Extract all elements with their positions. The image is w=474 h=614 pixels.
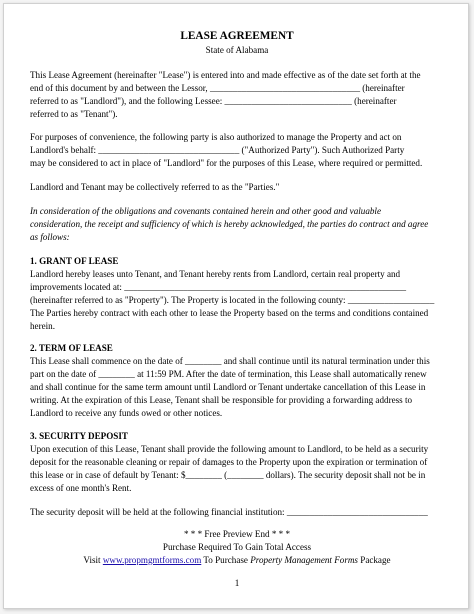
section-line: and shall continue for the same term amount until Landlord or Tenant undertake cancellation of this Lease in	[30, 382, 426, 392]
section-line: Landlord hereby leases unto Tenant, and Tenant hereby rents from Landlord, certain real property and	[30, 269, 401, 279]
section-line: The security deposit will be held at the following financial institution: _______________________________	[30, 507, 428, 517]
section-line: The Parties hereby contract with each other to lease the Property based on the terms and conditions contained	[30, 308, 429, 318]
section-line: deposit for the reasonable cleaning or repair of damages to the Property upon the expiration or termination of	[30, 457, 428, 467]
convenience-line: Landlord's behalf: _______________________________ ("Authorized Party"). Such Authorized Party	[30, 145, 405, 155]
to-purchase-text: To Purchase	[201, 555, 251, 565]
section-line: Landlord to receive any funds owed or other notices.	[30, 408, 223, 418]
section-line: This Lease shall commence on the date of ________ and shall continue until its natural termination under this	[30, 356, 430, 366]
visit-text: Visit	[83, 555, 103, 565]
page-number: 1	[234, 578, 240, 588]
intro-line: This Lease Agreement (hereinafter "Lease") is entered into and made effective as of the date set forth at the	[30, 70, 421, 80]
consideration-line: as follows:	[30, 232, 70, 242]
document-title: LEASE AGREEMENT	[180, 30, 294, 42]
document-subtitle: State of Alabama	[205, 45, 269, 55]
section-heading-term: 2. TERM OF LEASE	[30, 343, 113, 353]
package-name: Property Management Forms	[250, 555, 358, 565]
package-text: Package	[357, 555, 391, 565]
document-page	[3, 3, 469, 609]
section-line: writing. At the expiration of this Lease, Tenant shall be responsible for providing a forwarding address to	[30, 395, 413, 405]
parties-line: Landlord and Tenant may be collectively referred to as the "Parties."	[30, 182, 280, 192]
preview-end-notice: * * * Free Preview End * * *	[183, 529, 291, 539]
website-link[interactable]: www.propmgmtforms.com	[102, 555, 202, 565]
section-line: excess of one month's Rent.	[30, 483, 132, 493]
section-line: herein.	[30, 321, 55, 331]
section-line: this lease or in case of default by Tenant: $________ (________ dollars). The security deposit shall not be in	[30, 470, 426, 480]
intro-line: referred to as "Landlord"), and the following Lessee: ____________________________ (hereinafter	[30, 96, 397, 106]
convenience-line: For purposes of convenience, the following party is also authorized to manage the Property and act on	[30, 132, 402, 142]
section-line: (hereinafter referred to as "Property"). The Property is located in the following county: ___________________	[30, 295, 435, 305]
convenience-line: may be considered to act in place of "Landlord" for the purposes of this Lease, where required or permitted.	[30, 158, 423, 168]
intro-line: referred to as "Tenant").	[30, 109, 118, 119]
consideration-line: consideration, the receipt and sufficiency of which is hereby acknowledged, the parties do contract and agree	[30, 219, 429, 229]
section-heading-grant: 1. GRANT OF LEASE	[30, 256, 119, 266]
section-line: part on the date of ________ at 11:59 PM. After the date of termination, this Lease shall automatically renew	[30, 369, 427, 379]
section-heading-deposit: 3. SECURITY DEPOSIT	[30, 431, 128, 441]
intro-line: end of this document by and between the Lessor, _________________________________ (hereinafter	[30, 83, 405, 93]
section-line: improvements located at: ______________________________________________________________	[30, 282, 407, 292]
consideration-line: In consideration of the obligations and covenants contained herein and other good and valuable	[30, 206, 381, 216]
section-line: Upon execution of this Lease, Tenant shall provide the following amount to Landlord, to be held as a security	[30, 444, 429, 454]
visit-line	[4, 555, 470, 566]
purchase-notice: Purchase Required To Gain Total Access	[162, 542, 312, 552]
